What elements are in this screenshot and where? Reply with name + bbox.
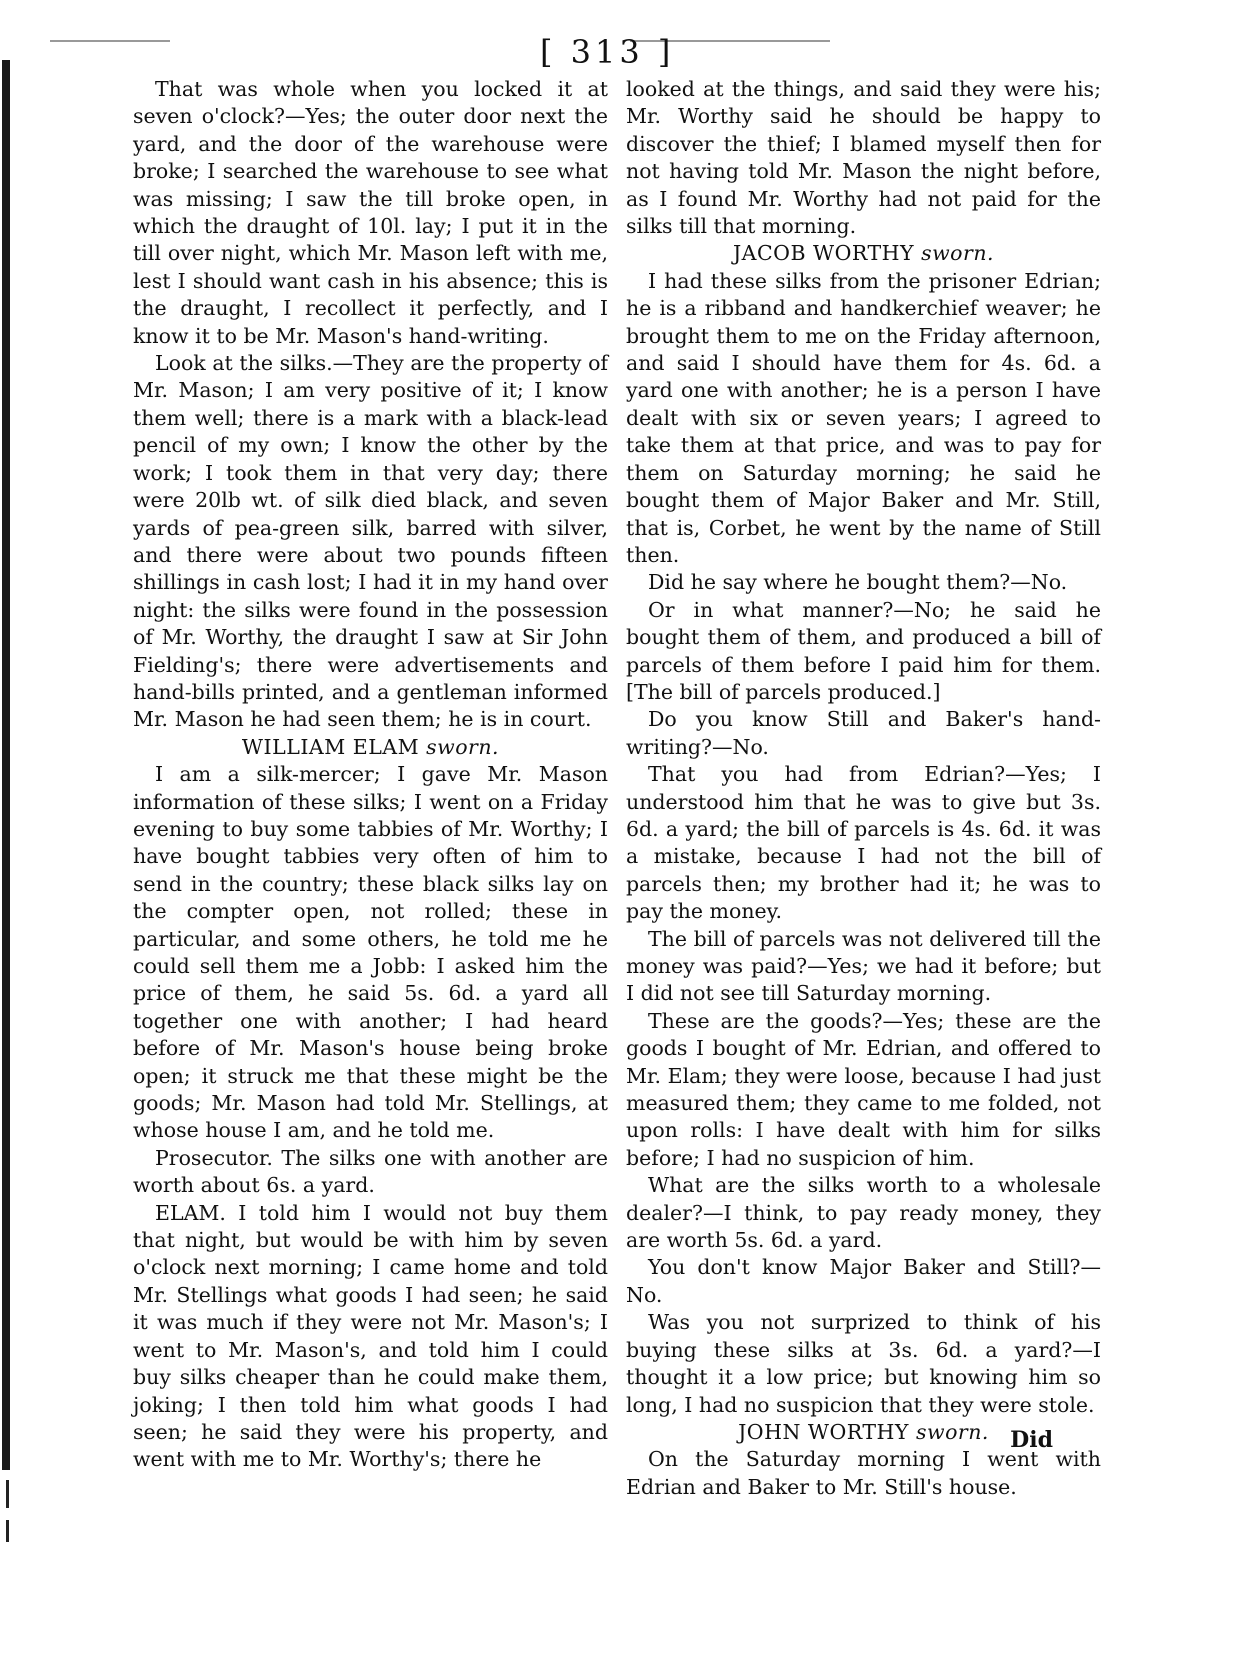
- left-column: [133, 76, 608, 1474]
- witness-name: JOHN WORTHY: [738, 1419, 909, 1444]
- testimony-paragraph: Did he say where he bought them?—No.: [648, 570, 1068, 595]
- witness-heading: [133, 734, 608, 761]
- page-number: [ 313 ]: [540, 33, 675, 71]
- sworn-label: sworn.: [426, 734, 500, 759]
- testimony-paragraph: Prosecutor. The silks one with another are worth about 6s. a yard.: [133, 1145, 608, 1198]
- sworn-label: sworn.: [921, 241, 995, 266]
- testimony-paragraph: I had these silks from the prisoner Edrian; he is a ribband and handkerchief weaver; he brought them to me on the Friday afternoon, and said I should have them for 4s. 6d. a yard one with another; he is a person I have dealt with six or seven years; I agreed to take them at that price, and was to pay for them on Saturday morning; he said he bought them of Major Baker and Mr. Still, that is, Corbet, he went by the name of Still then.: [626, 268, 1101, 567]
- testimony-paragraph: You don't know Major Baker and Still?—No.: [626, 1255, 1101, 1307]
- testimony-paragraph: looked at the things, and said they were his; Mr. Worthy said he should be happy to discover the thief; I blamed myself then for not having told Mr. Mason the night before, as I found Mr. Worthy had not paid for the silks till that morning.: [626, 77, 1101, 239]
- testimony-paragraph: Look at the silks.—They are the property of Mr. Mason; I am very positive of it; I know them well; there is a mark with a black-lead pencil of my own; I know the other by the work; I took them in that very day; there were 20lb wt. of silk died black, and seven yards of pea-green silk, barred with silver, and there were about two pounds fifteen shillings in cash lost; I had it in my hand over night: the silks were found in the possession of Mr. Worthy, the draught I saw at Sir John Fielding's; there were advertisements and hand-bills printed, and a gentleman informed Mr. Mason he had seen them; he is in court.: [133, 351, 608, 732]
- testimony-paragraph: Do you know Still and Baker's hand-writing?—No.: [626, 707, 1101, 759]
- sworn-label: sworn.: [916, 1419, 989, 1444]
- witness-heading: [626, 240, 1101, 267]
- page-edge-mark: [6, 1520, 9, 1542]
- print-speckle: [50, 40, 170, 42]
- witness-name: JACOB WORTHY: [732, 241, 915, 266]
- testimony-paragraph: I am a silk-mercer; I gave Mr. Mason information of these silks; I went on a Friday evening to buy some tabbies of Mr. Worthy; I have bought tabbies very often of him to send in the country; these black silks lay on the compter open, not rolled; these in particular, and some others, he told me he could sell them me a Jobb: I asked him the price of them, he said 5s. 6d. a yard all together one with another; I had heard before of Mr. Mason's house being broke open; it struck me that these might be the goods; Mr. Mason had told Mr. Stellings, at whose house I am, and he told me.: [133, 762, 608, 1143]
- testimony-paragraph: Or in what manner?—No; he said he bought them of them, and produced a bill of parcels of them before I paid him for them. [The bill of parcels produced.]: [626, 597, 1101, 704]
- witness-name: WILLIAM ELAM: [241, 734, 420, 759]
- testimony-paragraph: That was whole when you locked it at seven o'clock?—Yes; the outer door next the yard, and the door of the warehouse were broke; I searched the warehouse to see what was missing; I saw the till broke open, in which the draught of 10l. lay; I put it in the till over night, which Mr. Mason left with me, lest I should want cash in his absence; this is the draught, I recollect it perfectly, and I know it to be Mr. Mason's hand-writing.: [133, 77, 608, 348]
- catchword: Did: [1010, 1427, 1053, 1453]
- testimony-paragraph: That you had from Edrian?—Yes; I understood him that he was to give but 3s. 6d. a yard; the bill of parcels is 4s. 6d. it was a mistake, because I had not the bill of parcels then; my brother had it; he was to pay the money.: [626, 762, 1101, 924]
- right-column: [626, 76, 1101, 1501]
- testimony-paragraph: ELAM. I told him I would not buy them that night, but would be with him by seven o'clock next morning; I came home and told Mr. Stellings what goods I had seen; he said it was much if they were not Mr. Mason's; I went to Mr. Mason's, and told him I could buy silks cheaper than he could make them, joking; I then told him what goods I had seen; he said they were his property, and went with me to Mr. Worthy's; there he: [133, 1200, 608, 1472]
- testimony-paragraph: On the Saturday morning I went with Edrian and Baker to Mr. Still's house.: [626, 1447, 1101, 1499]
- testimony-paragraph: What are the silks worth to a wholesale dealer?—I think, to pay ready money, they are worth 5s. 6d. a yard.: [626, 1173, 1101, 1253]
- testimony-paragraph: These are the goods?—Yes; these are the goods I bought of Mr. Edrian, and offered to Mr. Elam; they were loose, because I had just measured them; they came to me folded, not upon rolls: I have dealt with him for silks before; I had no suspicion of him.: [626, 1008, 1101, 1170]
- testimony-paragraph: The bill of parcels was not delivered till the money was paid?—Yes; we had it before; but I did not see till Saturday morning.: [626, 926, 1101, 1006]
- page-edge-mark: [6, 1480, 9, 1508]
- page-edge-shadow: [2, 60, 10, 1470]
- testimony-paragraph: Was you not surprized to think of his buying these silks at 3s. 6d. a yard?—I thought it a low price; but knowing him so long, I had no suspicion that they were stole.: [626, 1310, 1101, 1417]
